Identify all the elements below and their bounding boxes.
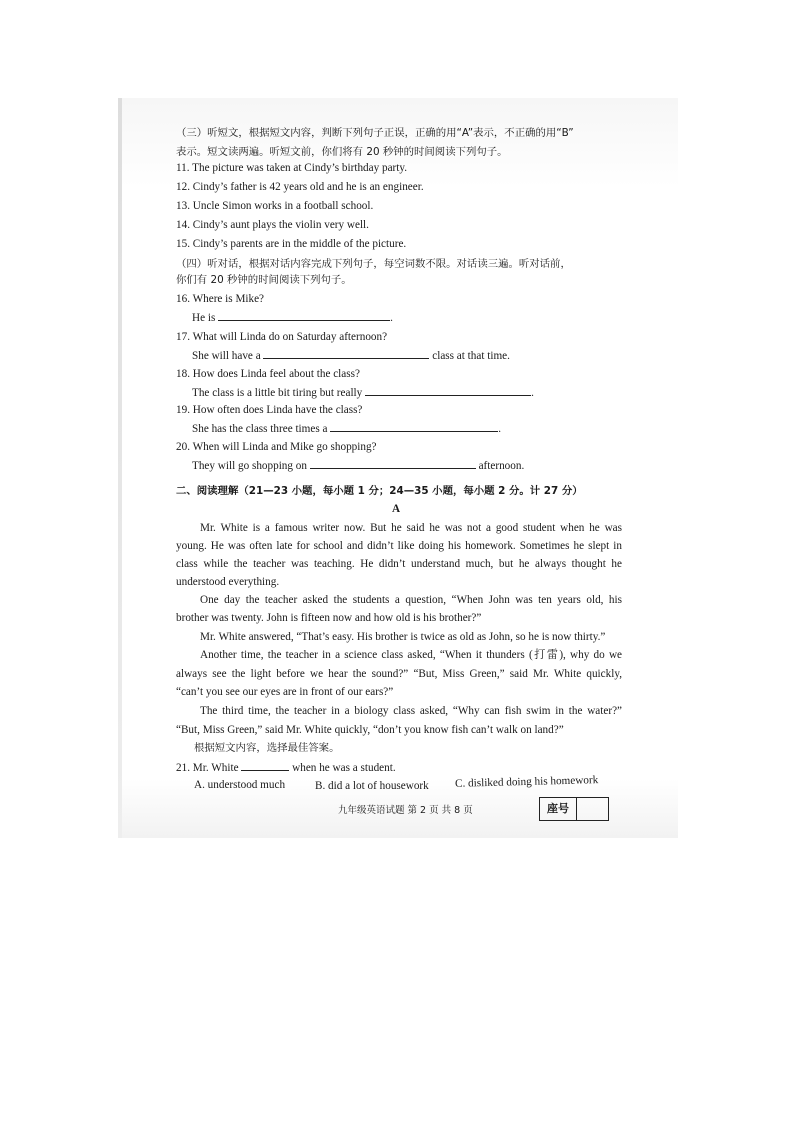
question-21-option-a[interactable]: A. understood much: [194, 779, 286, 791]
answer-20-suffix: afternoon.: [478, 460, 525, 472]
question-21-prefix: 21. Mr. White: [176, 762, 239, 774]
question-12: 12. Cindy’s father is 42 years old and he is an engineer.: [176, 181, 424, 193]
question-18: 18. How does Linda feel about the class?: [176, 368, 360, 380]
section2-instruction: 根据短文内容，选择最佳答案。: [194, 742, 340, 754]
paragraph-5-line-1: The third time, the teacher in a biology class asked, “Why can fish swim in the water?”: [200, 705, 622, 717]
paragraph-1-line-4: understood everything.: [176, 576, 280, 588]
question-15: 15. Cindy’s parents are in the middle of the picture.: [176, 238, 407, 250]
paragraph-4-line-3: “can’t you see our eyes are in front of our ears?”: [176, 686, 394, 698]
question-19: 19. How often does Linda have the class?: [176, 404, 363, 416]
part4-instruction-line1: （四）听对话，根据对话内容完成下列句子，每空词数不限。对话读三遍。听对话前，: [176, 258, 571, 270]
question-17: 17. What will Linda do on Saturday afternoon?: [176, 331, 388, 343]
answer-17-prefix: She will have a: [192, 350, 261, 362]
answer-20-line: [192, 458, 524, 473]
paragraph-1-line-3: class while the teacher was teaching. He didn’t understand much, but he always thought he: [176, 558, 622, 570]
answer-17-blank[interactable]: [263, 348, 429, 359]
seat-number-box[interactable]: [539, 797, 609, 821]
answer-16-line: [192, 310, 393, 325]
passage-label: A: [392, 503, 401, 515]
part4-instruction-line2: 你们有 20 秒钟的时间阅读下列句子。: [176, 274, 352, 286]
answer-19-suffix: .: [498, 423, 502, 435]
question-13: 13. Uncle Simon works in a football school.: [176, 200, 374, 212]
seat-number-label: 座号: [540, 798, 577, 820]
answer-16-prefix: He is: [192, 312, 216, 324]
answer-19-blank[interactable]: [330, 421, 498, 432]
question-21-blank[interactable]: [241, 760, 289, 771]
paragraph-2-line-1: One day the teacher asked the students a question, “When John was ten years old, his: [200, 594, 622, 606]
answer-17-line: [192, 348, 510, 363]
answer-19-line: [192, 421, 501, 436]
paragraph-3: Mr. White answered, “That’s easy. His brother is twice as old as John, so he is now thirty.”: [200, 631, 606, 643]
question-21-suffix: when he was a student.: [292, 762, 396, 774]
question-21-option-b[interactable]: B. did a lot of housework: [315, 780, 429, 792]
answer-18-blank[interactable]: [365, 385, 531, 396]
section2-heading: 二、阅读理解（21—23 小题，每小题 1 分；24—35 小题，每小题 2 分。计 27 分）: [176, 485, 583, 497]
paragraph-1-line-2: young. He was often late for school and didn’t like doing his homework. Sometimes he slept in: [176, 540, 622, 552]
question-16: 16. Where is Mike?: [176, 293, 265, 305]
paragraph-5-line-2: “But, Miss Green,” said Mr. White quickly, “don’t you know fish can’t walk on land?”: [176, 724, 564, 736]
question-21-option-c[interactable]: C. disliked doing his homework: [454, 774, 599, 790]
answer-18-suffix: .: [531, 387, 534, 399]
question-20: 20. When will Linda and Mike go shopping?: [176, 441, 377, 453]
answer-16-suffix: .: [390, 312, 393, 324]
question-11: 11. The picture was taken at Cindy’s birthday party.: [176, 162, 408, 174]
answer-19-prefix: She has the class three times a: [192, 423, 328, 435]
question-21: [176, 760, 396, 775]
paragraph-1-line-1: Mr. White is a famous writer now. But he said he was not a good student when he was: [200, 522, 622, 534]
paragraph-4-line-1: Another time, the teacher in a science class asked, “When it thunders (打雷), why do we: [200, 649, 622, 661]
question-14: 14. Cindy’s aunt plays the violin very well.: [176, 219, 369, 231]
paragraph-2-line-2: brother was twenty. John is fifteen now and how old is his brother?”: [176, 612, 482, 624]
answer-16-blank[interactable]: [218, 310, 390, 321]
part3-instruction-line1: （三）听短文，根据短文内容，判断下列句子正误，正确的用“A”表示，不正确的用“B”: [176, 127, 574, 139]
answer-17-suffix: class at that time.: [432, 350, 510, 362]
answer-18-prefix: The class is a little bit tiring but really: [192, 387, 363, 399]
paragraph-4-line-2: always see the light before we hear the sound?” “But, Miss Green,” said Mr. White quickly,: [176, 668, 622, 680]
part3-instruction-line2: 表示。短文读两遍。听短文前，你们将有 20 秒钟的时间阅读下列句子。: [176, 146, 508, 158]
answer-20-prefix: They will go shopping on: [192, 460, 307, 472]
answer-18-line: [192, 385, 534, 400]
page-footer: 九年级英语试题 第 2 页 共 8 页: [338, 805, 473, 816]
answer-20-blank[interactable]: [310, 458, 476, 469]
